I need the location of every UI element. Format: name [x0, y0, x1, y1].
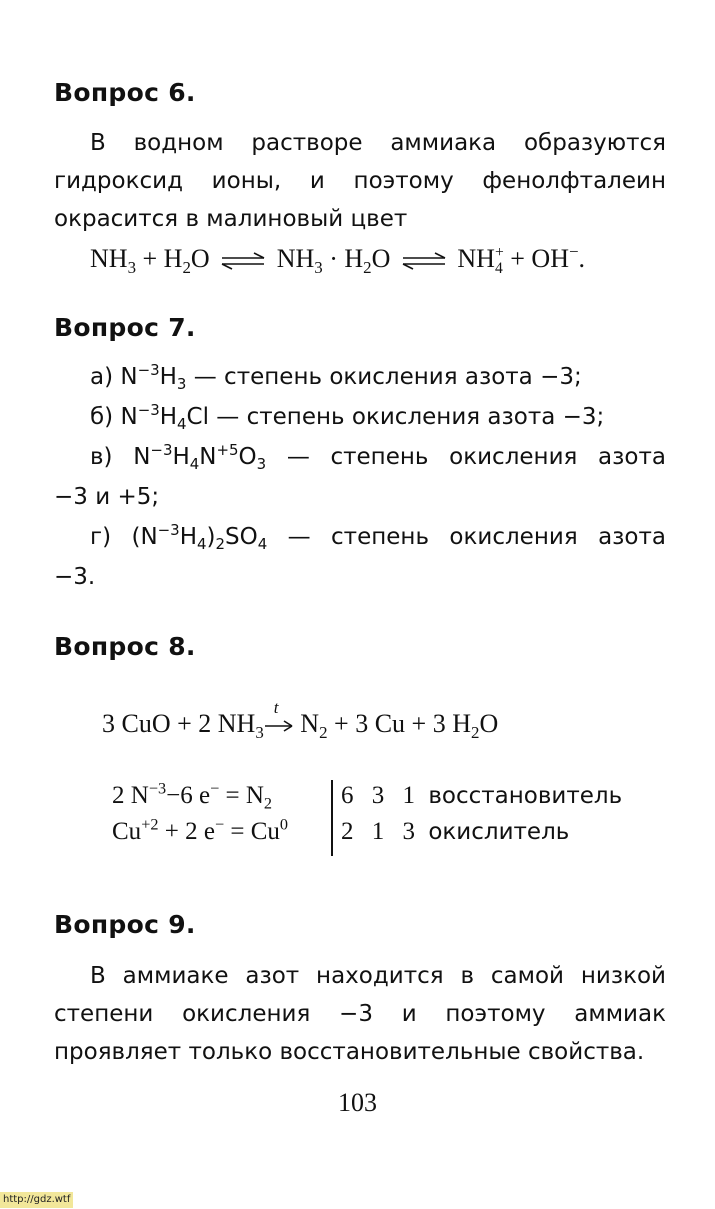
question-7-heading: Вопрос 7. [54, 313, 196, 342]
question-7-item-a: а) $N^{-3}H_3$ — степень окисления азота −3; [90, 361, 582, 394]
balance-coefficients-reducer: 6 3 1 восстановитель [341, 782, 623, 809]
question-9-heading: Вопрос 9. [54, 910, 196, 939]
balance-divider [331, 780, 333, 856]
balance-line-copper: $Cu^{+2} + 2$ $e^- = Cu^0$ [112, 815, 289, 845]
question-7-item-b: б) $N^{-3}H_4Cl$ — степень окисления азота −3; [90, 401, 605, 434]
question-6-text: В водном растворе аммиака образуются гидроксид ионы, и поэтому фенолфталеин окрасится в малиновый цвет [54, 130, 666, 232]
question-7-item-c: в) $N^{-3}H_4N^{+5}O_3$ — степень окисления азота [90, 441, 666, 474]
equilibrium-arrow-icon [220, 252, 266, 270]
question-7-item-d: г) $(N^{-3}H_4)_2SO_4$ — степень окисления азота [90, 521, 666, 554]
watermark-link[interactable]: http://gdz.wtf [0, 1192, 73, 1208]
question-7-item-c-continuation: −3 и +5; [54, 484, 160, 510]
heating-arrow-icon: t [264, 720, 294, 732]
balance-line-nitrogen: 2 $N^{-3}-6$ $e^- = N_2$ [112, 779, 273, 813]
equilibrium-arrow-icon [401, 252, 447, 270]
question-8-heading: Вопрос 8. [54, 632, 196, 661]
ammonia-equilibrium-equation: $NH_3 + H_2O$ $NH_3 \cdot H_2O$ NH + 4 + OH−. [90, 241, 585, 278]
balance-coefficients-oxidizer: 2 1 3 окислитель [341, 818, 570, 845]
question-9-text: В аммиаке азот находится в самой низкой степени окисления −3 и поэтому аммиак проявляет только восстановительные свойства. [54, 963, 666, 1065]
question-7-item-d-continuation: −3. [54, 564, 96, 590]
copper-oxide-reaction-equation: 3 CuO + 2 $NH_3$ t $N_2 + 3$ Cu + 3 $H_2O$ [102, 698, 499, 742]
question-6-heading: Вопрос 6. [54, 78, 196, 107]
page-number: 103 [338, 1088, 377, 1117]
